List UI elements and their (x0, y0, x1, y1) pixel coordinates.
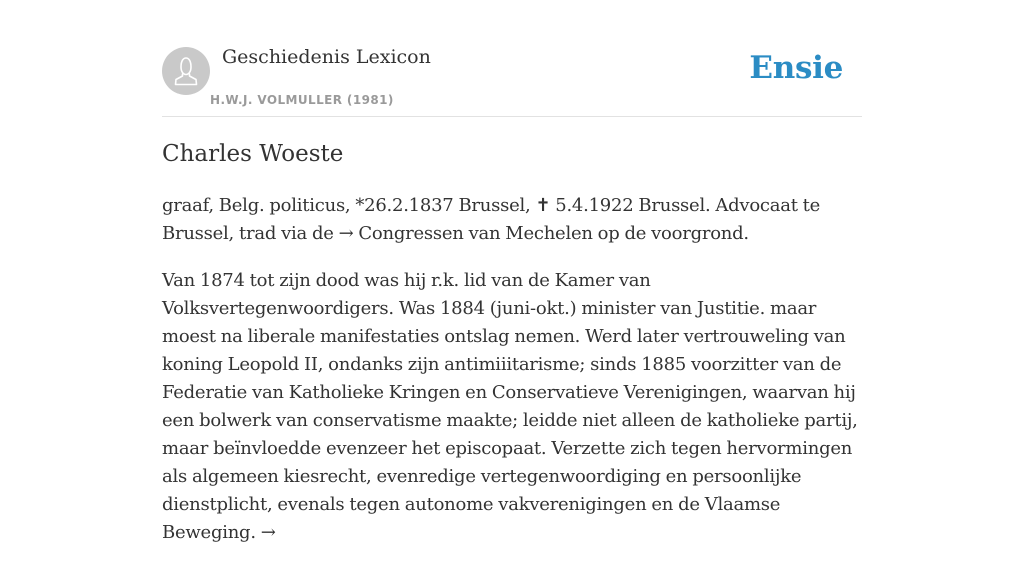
author-avatar[interactable] (162, 47, 210, 95)
ensie-logo-link[interactable]: Ensie (749, 50, 843, 86)
entry-paragraph-1: graaf, Belg. politicus, *26.2.1837 Brussel, ✝ 5.4.1922 Brussel. Advocaat te Brussel, trad via de → Congressen van Mechelen op de voorgrond. (162, 195, 821, 244)
user-silhouette-icon (162, 47, 210, 95)
source-author-year: H.W.J. VOLMULLER (1981) (210, 93, 394, 107)
entry-paragraph-2: Van 1874 tot zijn dood was hij r.k. lid van de Kamer van Volksvertegenwoordigers. Was 1884 (juni-okt.) minister van Justitie. maar moest na liberale manifestaties ontslag nemen. Werd later vertrouweling van koning Leopold II, ondanks zijn antimiiitarisme; sinds 1885 voorzitter van de Federatie van Katholieke Kringen en Conservatieve Verenigingen, waarvan hij een bolwerk van conservatisme maakte; leidde niet alleen de katholieke partij, maar beïnvloedde evenzeer het episcopaat. Verzette zich tegen hervormingen als algemeen kiesrecht, evenredige vertegenwoordiging en persoonlijke dienstplicht, evenals tegen autonome vakverenigingen en de Vlaamse Beweging. → (162, 270, 858, 543)
source-header (162, 40, 862, 117)
entry-content (162, 138, 862, 566)
source-title[interactable]: Geschiedenis Lexicon (222, 46, 431, 68)
entry-title: Charles Woeste (162, 141, 344, 167)
